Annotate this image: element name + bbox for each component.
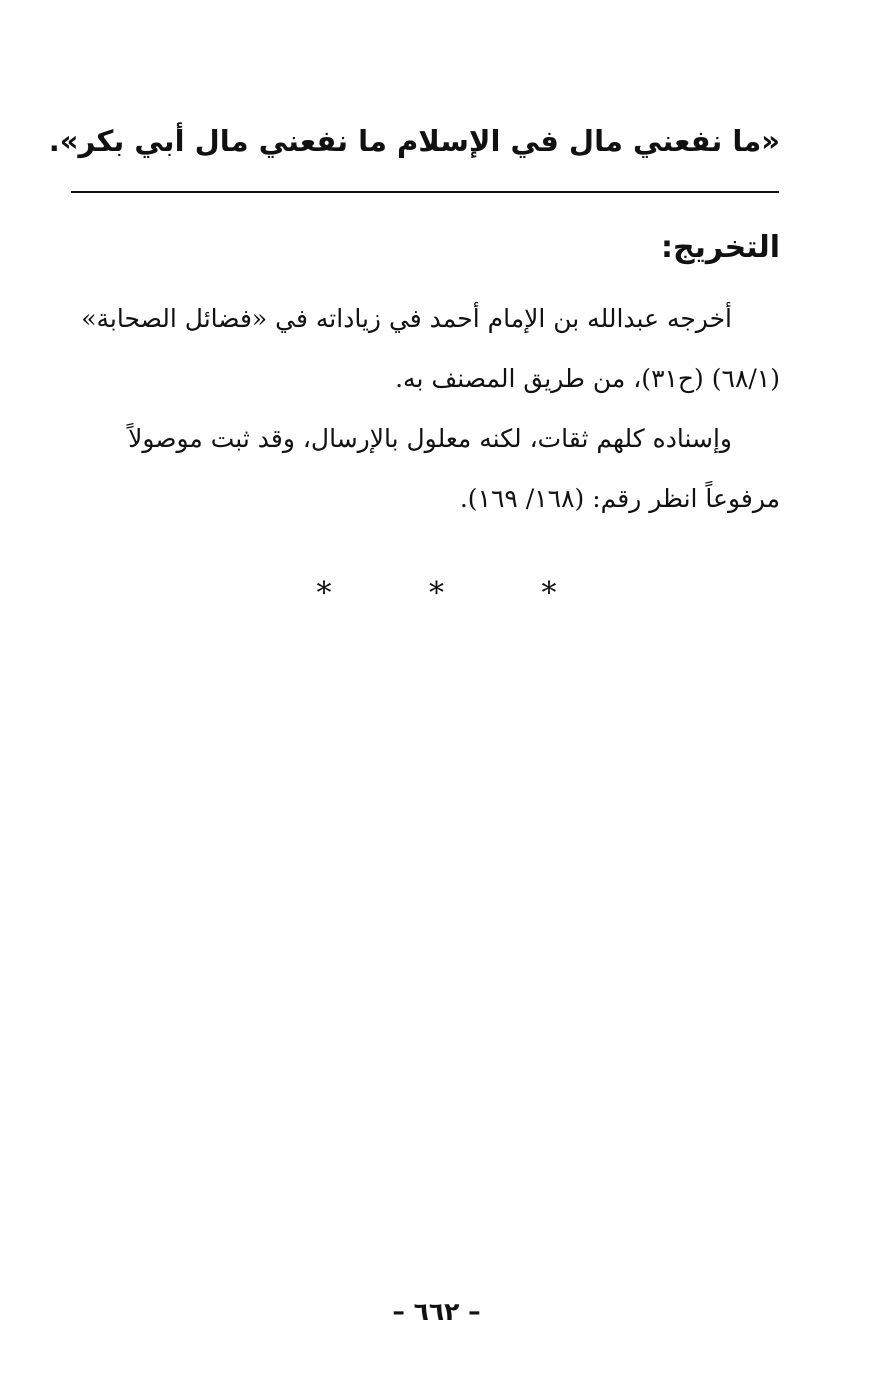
paragraph-1-line-2: (٦٨/١) (ح٣١)، من طريق المصنف به. bbox=[395, 364, 780, 393]
takhrij-heading: التخريج: bbox=[661, 230, 780, 265]
paragraph-2-line-2: مرفوعاً انظر رقم: (١٦٨/ ١٦٩). bbox=[459, 484, 780, 513]
asterisk-separator: * * * bbox=[316, 576, 601, 611]
paragraph-1-line-1: أخرجه عبدالله بن الإمام أحمد في زياداته في «فضائل الصحابة» bbox=[81, 304, 732, 333]
hadith-quote: «ما نفعني مال في الإسلام ما نفعني مال أبي بكر». bbox=[48, 124, 780, 158]
takhrij-paragraph-2 bbox=[72, 409, 780, 529]
page-number: – ٦٦٢ – bbox=[392, 1297, 481, 1326]
divider-rule bbox=[71, 191, 779, 193]
paragraph-2-line-1: وإسناده كلهم ثقات، لكنه معلول بالإرسال، وقد ثبت موصولاً bbox=[128, 424, 732, 453]
takhrij-paragraph-1 bbox=[72, 289, 780, 409]
